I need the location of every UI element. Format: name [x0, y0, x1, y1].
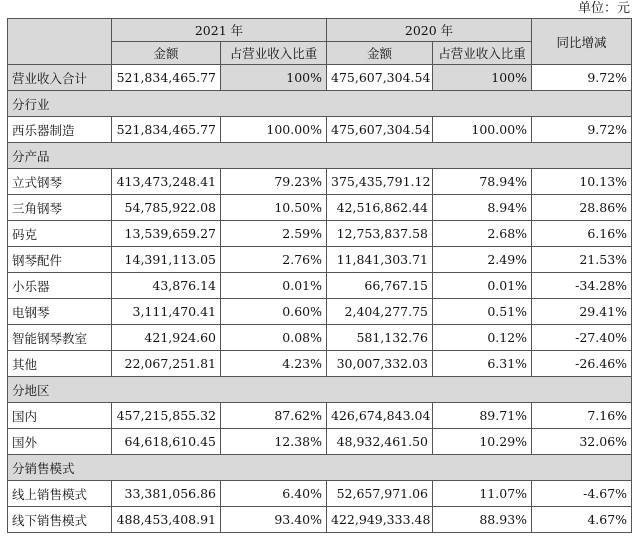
cell-yoy: -34.28% — [532, 273, 632, 299]
cell-ratio-2021: 93.40% — [221, 507, 327, 533]
table-row — [8, 169, 632, 195]
cell-amount-2020: 375,435,791.12 — [327, 169, 433, 195]
section-title: 分产品 — [8, 143, 632, 169]
total-amount-2020: 475,607,304.54 — [327, 65, 433, 91]
section-title: 分地区 — [8, 377, 632, 403]
cell-amount-2021: 14,391,113.05 — [112, 247, 221, 273]
table-row — [8, 195, 632, 221]
section-title: 分销售模式 — [8, 455, 632, 481]
total-ratio-2021: 100% — [221, 65, 327, 91]
cell-amount-2020: 12,753,837.58 — [327, 221, 433, 247]
cell-amount-2020: 42,516,862.44 — [327, 195, 433, 221]
cell-ratio-2020: 11.07% — [433, 481, 532, 507]
table-row — [8, 221, 632, 247]
cell-ratio-2021: 0.01% — [221, 273, 327, 299]
total-ratio-2020: 100% — [433, 65, 532, 91]
cell-amount-2020: 52,657,971.06 — [327, 481, 433, 507]
cell-ratio-2021: 0.08% — [221, 325, 327, 351]
row-label: 电钢琴 — [8, 299, 112, 325]
total-yoy: 9.72% — [532, 65, 632, 91]
cell-ratio-2020: 0.12% — [433, 325, 532, 351]
cell-ratio-2021: 100.00% — [221, 117, 327, 143]
total-amount-2021: 521,834,465.77 — [112, 65, 221, 91]
cell-yoy: 7.16% — [532, 403, 632, 429]
cell-ratio-2020: 78.94% — [433, 169, 532, 195]
cell-ratio-2020: 88.93% — [433, 507, 532, 533]
row-label: 智能钢琴教室 — [8, 325, 112, 351]
cell-ratio-2020: 6.31% — [433, 351, 532, 377]
cell-ratio-2021: 79.23% — [221, 169, 327, 195]
cell-ratio-2020: 0.01% — [433, 273, 532, 299]
section-row — [8, 91, 632, 117]
cell-yoy: 10.13% — [532, 169, 632, 195]
cell-yoy: 21.53% — [532, 247, 632, 273]
cell-ratio-2020: 89.71% — [433, 403, 532, 429]
cell-amount-2020: 30,007,332.03 — [327, 351, 433, 377]
header-2021: 2021 年 — [112, 19, 327, 42]
cell-yoy: -26.46% — [532, 351, 632, 377]
table-row — [8, 325, 632, 351]
cell-amount-2020: 475,607,304.54 — [327, 117, 433, 143]
section-title: 分行业 — [8, 91, 632, 117]
table-row — [8, 351, 632, 377]
header-amount-2021: 金额 — [112, 42, 221, 65]
header-yoy: 同比增减 — [532, 19, 632, 65]
cell-amount-2021: 457,215,855.32 — [112, 403, 221, 429]
cell-ratio-2020: 10.29% — [433, 429, 532, 455]
cell-amount-2021: 43,876.14 — [112, 273, 221, 299]
row-label: 线下销售模式 — [8, 507, 112, 533]
row-label: 其他 — [8, 351, 112, 377]
unit-label: 单位：元 — [577, 1, 630, 16]
cell-amount-2021: 13,539,659.27 — [112, 221, 221, 247]
table-row — [8, 481, 632, 507]
cell-ratio-2021: 12.38% — [221, 429, 327, 455]
row-label: 码克 — [8, 221, 112, 247]
total-label: 营业收入合计 — [8, 65, 112, 91]
section-row — [8, 143, 632, 169]
total-row — [8, 65, 632, 91]
cell-amount-2021: 33,381,056.86 — [112, 481, 221, 507]
cell-amount-2021: 3,111,470.41 — [112, 299, 221, 325]
header-2020: 2020 年 — [327, 19, 532, 42]
section-row — [8, 455, 632, 481]
cell-amount-2021: 22,067,251.81 — [112, 351, 221, 377]
cell-yoy: -4.67% — [532, 481, 632, 507]
cell-amount-2021: 421,924.60 — [112, 325, 221, 351]
row-label: 立式钢琴 — [8, 169, 112, 195]
cell-yoy: 6.16% — [532, 221, 632, 247]
row-label: 西乐器制造 — [8, 117, 112, 143]
cell-ratio-2020: 2.49% — [433, 247, 532, 273]
header-ratio-2021: 占营业收入比重 — [221, 42, 327, 65]
cell-ratio-2020: 0.51% — [433, 299, 532, 325]
table-row — [8, 299, 632, 325]
cell-ratio-2021: 0.60% — [221, 299, 327, 325]
cell-yoy: 9.72% — [532, 117, 632, 143]
header-amount-2020: 金额 — [327, 42, 433, 65]
cell-ratio-2021: 6.40% — [221, 481, 327, 507]
cell-ratio-2020: 100.00% — [433, 117, 532, 143]
cell-amount-2020: 422,949,333.48 — [327, 507, 433, 533]
cell-ratio-2021: 10.50% — [221, 195, 327, 221]
cell-amount-2021: 64,618,610.45 — [112, 429, 221, 455]
row-label: 国内 — [8, 403, 112, 429]
cell-amount-2020: 48,932,461.50 — [327, 429, 433, 455]
row-label: 钢琴配件 — [8, 247, 112, 273]
header-blank — [8, 19, 112, 65]
table-row — [8, 507, 632, 533]
row-label: 小乐器 — [8, 273, 112, 299]
cell-amount-2020: 2,404,277.75 — [327, 299, 433, 325]
cell-amount-2020: 66,767.15 — [327, 273, 433, 299]
header-row-years — [8, 19, 632, 42]
cell-amount-2021: 413,473,248.41 — [112, 169, 221, 195]
row-label: 线上销售模式 — [8, 481, 112, 507]
cell-ratio-2020: 8.94% — [433, 195, 532, 221]
header-ratio-2020: 占营业收入比重 — [433, 42, 532, 65]
cell-ratio-2021: 2.59% — [221, 221, 327, 247]
cell-amount-2020: 581,132.76 — [327, 325, 433, 351]
cell-amount-2021: 521,834,465.77 — [112, 117, 221, 143]
cell-ratio-2021: 2.76% — [221, 247, 327, 273]
cell-yoy: 32.06% — [532, 429, 632, 455]
row-label: 国外 — [8, 429, 112, 455]
cell-amount-2021: 488,453,408.91 — [112, 507, 221, 533]
cell-amount-2020: 426,674,843.04 — [327, 403, 433, 429]
cell-yoy: 29.41% — [532, 299, 632, 325]
cell-amount-2021: 54,785,922.08 — [112, 195, 221, 221]
table-row — [8, 117, 632, 143]
cell-yoy: 4.67% — [532, 507, 632, 533]
cell-ratio-2020: 2.68% — [433, 221, 532, 247]
table-row — [8, 273, 632, 299]
table-row — [8, 429, 632, 455]
section-row — [8, 377, 632, 403]
table-row — [8, 403, 632, 429]
table-row — [8, 247, 632, 273]
cell-yoy: 28.86% — [532, 195, 632, 221]
cell-amount-2020: 11,841,303.71 — [327, 247, 433, 273]
row-label: 三角钢琴 — [8, 195, 112, 221]
revenue-table — [7, 18, 632, 533]
cell-ratio-2021: 4.23% — [221, 351, 327, 377]
cell-yoy: -27.40% — [532, 325, 632, 351]
cell-ratio-2021: 87.62% — [221, 403, 327, 429]
